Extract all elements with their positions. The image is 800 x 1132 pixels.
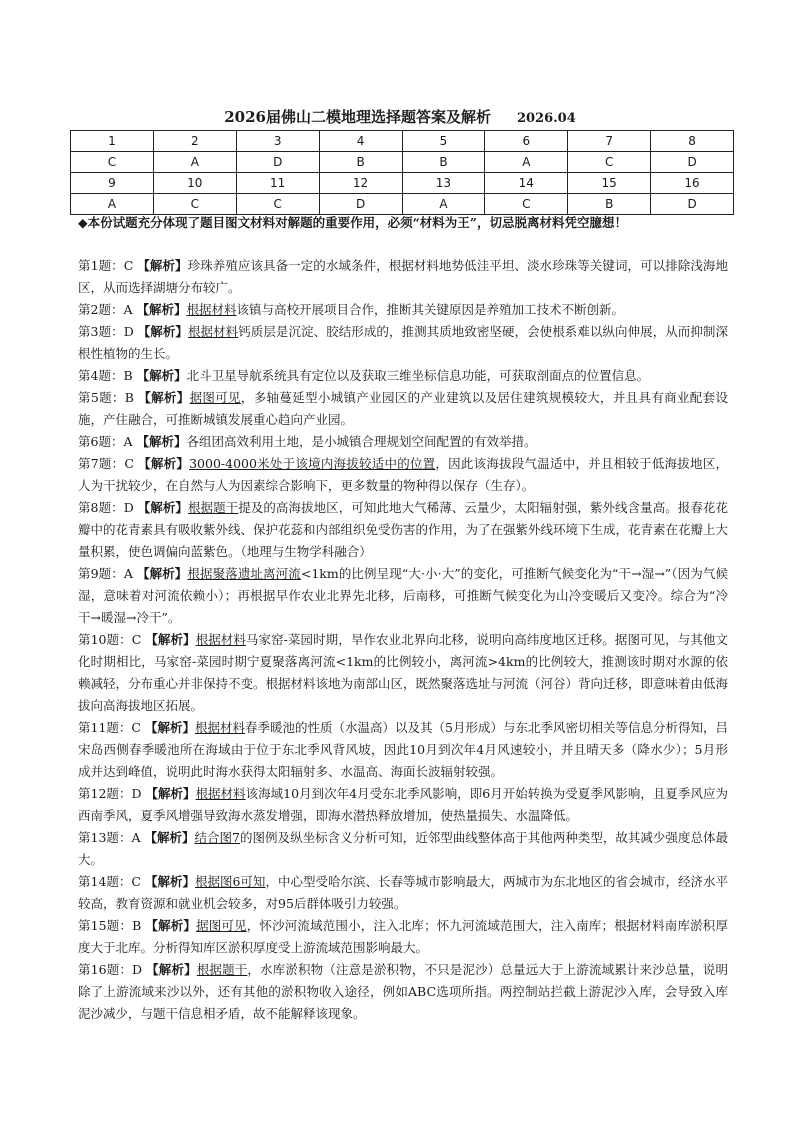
explanation-text: ，水库淤积物（注意是淤积物，不只是泥沙）总量远大于上游流域累计来沙总量，说明除了上游流域来沙以外，还有其他的淤积物收入途径，例如ABC选项所指。两控制站拦截上游泥沙入库，会导致入库泥沙减少，与题干信息相矛盾，故不能解释该现象。 — [78, 962, 728, 1021]
key-phrase: 根据聚落遗址离河流 — [187, 566, 301, 581]
answer-cell: C — [71, 152, 154, 173]
explanation-item — [78, 497, 728, 563]
answer-cell: C — [568, 152, 651, 173]
explanation-text: 的图例及纵坐标含义分析可知，近邻型曲线整体高于其他两种类型，故其减少强度总体最大。 — [78, 830, 728, 867]
key-phrase: 据图可见 — [189, 390, 241, 405]
explanation-text: 钙质层是沉淀、胶结形成的，推测其质地致密坚硬，会使根系难以纵向伸展，从而抑制深根性植物的生长。 — [78, 324, 728, 361]
key-phrase: 根据题干 — [188, 500, 239, 515]
analysis-tag: 【解析】 — [145, 632, 196, 647]
answer-cell: B — [568, 194, 651, 215]
answer-cell: D — [319, 194, 402, 215]
date-label: 2026.04 — [516, 111, 576, 126]
question-number-cell: 3 — [236, 131, 319, 152]
explanation-item — [78, 871, 728, 915]
answer-row — [71, 152, 734, 173]
question-number-cell: 14 — [485, 173, 568, 194]
key-phrase: 根据图6可知 — [194, 874, 266, 889]
explanation-text: 北斗卫星导航系统具有定位以及获取三维坐标信息功能，可获取剖面点的位置信息。 — [186, 368, 650, 383]
question-number-cell: 1 — [71, 131, 154, 152]
question-number-cell: 7 — [568, 131, 651, 152]
answer-cell: D — [651, 194, 734, 215]
explanation-text: 提及的高海拔地区，可知此地大气稀薄、云量少，太阳辐射强，紫外线含量高。报春花花瓣中的花青素具有吸收紫外线、保护花蕊和内部组织免受伤害的作用，为了在强紫外线环境下生成，花青素在花瓣上大量积累，使色调偏向蓝紫色。（地理与生物学科融合） — [78, 500, 729, 559]
key-phrase: 据图可见 — [196, 918, 247, 933]
answer-cell: C — [236, 194, 319, 215]
question-number-row — [71, 131, 734, 152]
explanation-text: 该镇与高校开展项目合作，推断其关键原因是养殖加工技术不断创新。 — [236, 302, 625, 317]
analysis-tag: 【解析】 — [145, 786, 196, 801]
question-number-cell: 11 — [236, 173, 319, 194]
explanation-text: 珍珠养殖应该具备一定的水域条件，根据材料地势低洼平坦、淡水珍珠等关键词，可以排除浅海地区，从而选择湖塘分布较广。 — [78, 258, 728, 295]
answer-cell: C — [153, 194, 236, 215]
explanation-item — [78, 431, 728, 453]
explanation-item — [78, 915, 728, 959]
explanation-text: 各组团高效利用土地，是小城镇合理规划空间配置的有效举措。 — [186, 434, 537, 449]
question-label: 第9题：A — [78, 566, 137, 581]
explanation-item — [78, 453, 728, 497]
explanation-text: ，怀沙河流域范围小，注入北库；怀九河流域范围大，注入南库；根据材料南库淤积厚度大于北库。分析得知库区淤积厚度受上游流域范围影响最大。 — [78, 918, 728, 955]
question-number-cell: 6 — [485, 131, 568, 152]
question-label: 第1题：C — [78, 258, 138, 273]
answer-cell: A — [402, 194, 485, 215]
analysis-tag: 【解析】 — [144, 720, 195, 735]
question-number-cell: 5 — [402, 131, 485, 152]
question-label: 第3题：D — [78, 324, 138, 339]
question-label: 第13题：A — [78, 830, 145, 845]
answer-row — [71, 194, 734, 215]
question-number-cell: 15 — [568, 173, 651, 194]
question-number-cell: 4 — [319, 131, 402, 152]
key-phrase: 3000-4000米处于该境内海拔较适中的位置 — [189, 456, 436, 471]
explanation-item — [78, 827, 728, 871]
key-phrase: 根据材料 — [195, 632, 246, 647]
question-label: 第15题：B — [78, 918, 146, 933]
question-number-cell: 2 — [153, 131, 236, 152]
analysis-tag: 【解析】 — [144, 830, 195, 845]
explanation-item — [78, 783, 728, 827]
question-number-cell: 9 — [71, 173, 154, 194]
question-label: 第14题：C — [78, 874, 145, 889]
question-label: 第7题：C — [78, 456, 139, 471]
answer-cell: B — [319, 152, 402, 173]
explanation-item — [78, 717, 728, 783]
question-label: 第10题：C — [78, 632, 146, 647]
answer-cell: A — [153, 152, 236, 173]
analysis-tag: 【解析】 — [136, 566, 188, 581]
key-phrase: 根据材料 — [194, 720, 245, 735]
explanation-text: ，因此该海拔段气温适中，并且相较于低海拔地区，人为干扰较少，在自然与人为因素综合影响下，更多数量的物种得以保存（生存）。 — [78, 456, 728, 493]
explanation-text: <1km的比例呈现“大·小·大”的变化，可推断气候变化为“干→湿→”（因为气候湿，意味着对河流依赖小）；再根据早作农业北界先北移，后南移，可推断气候变化为山冷变暖后又变冷。综合为“冷干→暖湿→冷干”。 — [78, 566, 728, 625]
analysis-tag: 【解析】 — [137, 258, 188, 273]
question-label: 第2题：A — [78, 302, 137, 317]
analysis-tag: 【解析】 — [136, 434, 187, 449]
analysis-tag: 【解析】 — [144, 874, 195, 889]
analysis-tag: 【解析】 — [145, 918, 197, 933]
explanation-item — [78, 959, 728, 1025]
explanation-item — [78, 563, 728, 629]
explanation-item — [78, 299, 728, 321]
question-number-cell: 16 — [651, 173, 734, 194]
answer-cell: D — [236, 152, 319, 173]
question-label: 第11题：C — [78, 720, 145, 735]
explanation-item — [78, 629, 728, 717]
answer-cell: C — [485, 194, 568, 215]
page-title: 2026届佛山二模地理选择题答案及解析 — [224, 108, 491, 126]
question-number-row — [71, 173, 734, 194]
question-label: 第8题：D — [78, 500, 138, 515]
explanation-item — [78, 387, 728, 431]
notice-text: ◆本份试题充分体现了题目图文材料对解题的重要作用，必须“材料为王”，切忌脱离材料凭空臆想！ — [78, 215, 627, 230]
answer-cell: A — [71, 194, 154, 215]
explanation-item — [78, 365, 728, 387]
question-label: 第16题：D — [78, 962, 147, 977]
answer-cell: D — [651, 152, 734, 173]
analysis-tag: 【解析】 — [137, 324, 188, 339]
title-row — [0, 108, 800, 128]
answer-table — [70, 130, 734, 215]
explanation-text: 春季暖池的性质（水温高）以及其（5月形成）与东北季风密切相关等信息分析得知，吕宋岛西侧春季暖池所在海域由于位于东北季风背风坡，因此10月到次年4月风速较小，并且晴天多（降水少）；5月形成并达到峰值，说明此时海水获得太阳辐射多、水温高、海面长波辐射较强。 — [78, 720, 728, 779]
explanation-item — [78, 321, 728, 365]
question-label: 第12题：D — [78, 786, 146, 801]
key-phrase: 根据材料 — [186, 302, 237, 317]
explanation-text: ，多轴蔓延型小城镇产业园区的产业建筑以及居住建筑规模较大，并且具有商业配套设施，产住融合，可推断城镇发展重心趋向产业园。 — [78, 390, 728, 427]
key-phrase: 根据材料 — [188, 324, 239, 339]
question-label: 第6题：A — [78, 434, 137, 449]
explanation-text: 该海域10月到次年4月受东北季风影响，即6月开始转换为受夏季风影响，且夏季风应为西南季风，夏季风增强导致海水蒸发增强，即海水潜热释放增加，使热量损失、水温降低。 — [78, 786, 728, 823]
question-number-cell: 10 — [153, 173, 236, 194]
answer-cell: B — [402, 152, 485, 173]
key-phrase: 根据材料 — [195, 786, 246, 801]
question-label: 第5题：B — [78, 390, 139, 405]
key-phrase: 根据题干 — [196, 962, 248, 977]
analysis-tag: 【解析】 — [136, 302, 187, 317]
answer-cell: A — [485, 152, 568, 173]
key-phrase: 结合图7 — [194, 830, 241, 845]
question-number-cell: 13 — [402, 173, 485, 194]
explanation-text: 马家窑-菜园时期，旱作农业北界向北移，说明向高纬度地区迁移。据图可见，与其他文化时期相比，马家窑-菜园时期宁夏聚落离河流<1km的比例较小，离河流>4km的比例较大，推测该时期对水源的依赖减轻，分布重心并非保持不变。根据材料该地为南部山区，既然聚落选址与河流（河谷）背向迁移，即意味着由低海拔向高海拔地区拓展。 — [78, 632, 729, 713]
analysis-tag: 【解析】 — [138, 390, 190, 405]
question-number-cell: 12 — [319, 173, 402, 194]
analysis-tag: 【解析】 — [138, 456, 190, 471]
question-label: 第4题：B — [78, 368, 137, 383]
explanation-item — [78, 255, 728, 299]
answer-explanations — [78, 255, 728, 1025]
analysis-tag: 【解析】 — [137, 500, 188, 515]
explanation-text: ，中心型受哈尔滨、长春等城市影响最大，两城市为东北地区的省会城市，经济水平较高，教育资源和就业机会较多，对95后群体吸引力较强。 — [78, 874, 728, 911]
question-number-cell: 8 — [651, 131, 734, 152]
analysis-tag: 【解析】 — [136, 368, 187, 383]
analysis-tag: 【解析】 — [146, 962, 197, 977]
